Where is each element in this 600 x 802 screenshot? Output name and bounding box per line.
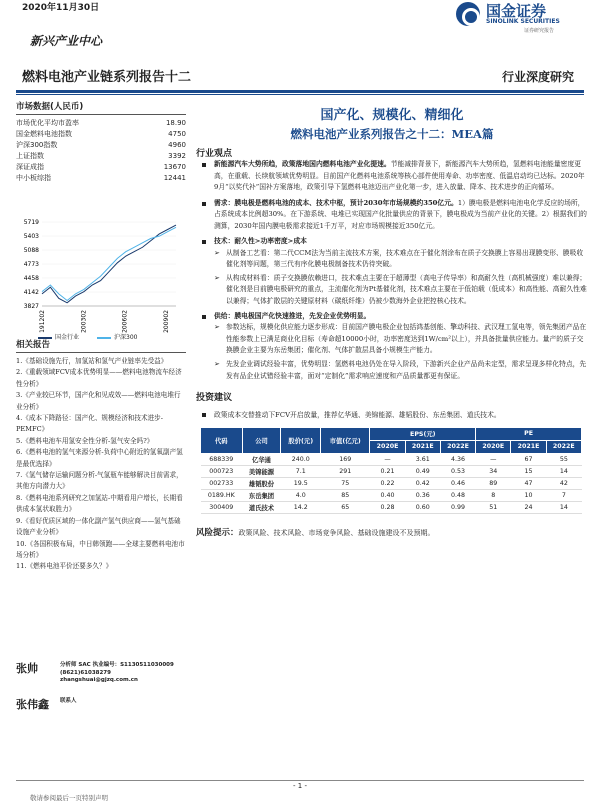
table-cell: 0.49 bbox=[405, 465, 440, 477]
invest-title: 投资建议 bbox=[196, 392, 233, 403]
y-tick-label: 4142 bbox=[23, 289, 39, 297]
market-data-title: 市场数据(人民币) bbox=[16, 100, 186, 115]
table-cell: 3.61 bbox=[405, 453, 440, 465]
related-report-item[interactable]: 9.《看好优质区域的一体化副产氢气供应商——氢气基础设施产业分析》 bbox=[16, 516, 181, 537]
table-cell: 85 bbox=[321, 489, 370, 501]
analyst-name: 张伟鑫 bbox=[16, 698, 49, 711]
market-data-row bbox=[16, 173, 186, 184]
table-cell: 14.2 bbox=[281, 501, 321, 513]
table-cell: 0.36 bbox=[405, 489, 440, 501]
related-report-item[interactable]: 5.《燃料电池车用氢安全性分析-氢气安全吗?》 bbox=[16, 436, 154, 445]
table-cell: 7.1 bbox=[281, 465, 321, 477]
supply-sub-params: ➢ 参数达标，规模化供应能力逐步形成：目前国产膜电极企业包括鸿基创能、擎动科技、武汉理工氢电等，领先集团产品在性能参数上已满足商业化目标（寿命超10000小时，功率密度达到1W/cm²以上），并具备批量供应能力。量产的质子交换膜企业主要为东岳集团；催化剂、气体扩散层具备小规模生产能力。 bbox=[196, 322, 588, 356]
table-cell: 10 bbox=[511, 489, 546, 501]
th-year: 2021E bbox=[405, 440, 440, 453]
main-subtitle: 燃料电池产业系列报告之十二：MEA篇 bbox=[290, 127, 494, 141]
page-number: - 1 - bbox=[293, 782, 307, 790]
table-cell: 0189.HK bbox=[201, 489, 243, 501]
report-series-title: 燃料电池产业链系列报告十二 bbox=[22, 70, 192, 85]
table-row bbox=[201, 501, 582, 513]
table-cell: 4.0 bbox=[281, 489, 321, 501]
market-label: 国金燃料电池指数 bbox=[16, 130, 72, 138]
table-row bbox=[201, 477, 582, 489]
disclaimer-note: 敬请参阅最后一页特别声明 bbox=[30, 794, 108, 802]
table-cell: 300409 bbox=[201, 501, 243, 513]
table-cell: 15 bbox=[511, 465, 546, 477]
footer-rule bbox=[16, 780, 584, 781]
market-label: 深证成指 bbox=[16, 163, 44, 171]
th-code: 代码 bbox=[201, 427, 243, 453]
header-rule bbox=[16, 90, 584, 93]
table-cell: 0.22 bbox=[370, 477, 405, 489]
related-reports-list bbox=[16, 356, 186, 573]
main-content bbox=[196, 100, 588, 538]
table-cell: 8 bbox=[476, 489, 511, 501]
related-report-item[interactable]: 11.《燃料电池平价还要多久？》 bbox=[16, 562, 113, 571]
related-report-item[interactable]: 6.《燃料电池的氢气来源分析-负荷中心附近的氢氧副产氢是最优选择》 bbox=[16, 448, 183, 468]
table-row bbox=[201, 453, 582, 465]
x-tick-label: 200902 bbox=[163, 310, 170, 333]
related-reports bbox=[16, 338, 186, 573]
bullet-demand bbox=[196, 198, 588, 233]
table-cell: 美锦能源 bbox=[242, 465, 281, 477]
table-cell: 55 bbox=[546, 453, 581, 465]
y-tick-label: 3827 bbox=[23, 303, 39, 310]
y-tick-label: 5719 bbox=[23, 219, 39, 226]
analyst-info-line: 分析师 SAC 执业编号：S1130511030009 bbox=[60, 662, 174, 668]
market-value: 3392 bbox=[168, 152, 186, 160]
analyst-info-line: 联系人 bbox=[60, 698, 77, 704]
supply-sub-experience: ➢ 先发企业调试经验丰富，优势明显：氢燃料电池仍处在导入阶段，下游新兴企业产品尚未定型，需求呈现多样化特点，先发有品企业试错经验丰富，面对“定制化”需求响应速度和产品质量都更有保证。 bbox=[196, 359, 588, 382]
table-cell: 0.21 bbox=[370, 465, 405, 477]
analyst-info-line: zhangshuai@gjzq.com.cn bbox=[60, 677, 138, 683]
table-cell: 291 bbox=[321, 465, 370, 477]
table-cell: 0.60 bbox=[405, 501, 440, 513]
bullet-body: 1）膜电极是燃料电池电化学反应的场所，占系统成本比例超30%。在下游系统、电堆已实现国产化批量供应的背景下，膜电极成为当前产业化的关键。2）根据我们的测算，2030年国内膜电极需求接近1千万平，对应市场规模接近350亿元。 bbox=[214, 198, 587, 230]
related-report-item[interactable]: 2.《重载领域FCV成本优势明显——燃料电池物流车经济性分析》 bbox=[16, 368, 182, 388]
market-data-row bbox=[16, 162, 186, 173]
table-cell: 34 bbox=[476, 465, 511, 477]
market-data-row bbox=[16, 151, 186, 162]
table-cell: 240.0 bbox=[281, 453, 321, 465]
y-tick-label: 5403 bbox=[23, 233, 39, 241]
x-tick-label: 200602 bbox=[121, 310, 129, 333]
th-year: 2020E bbox=[370, 440, 405, 453]
table-cell: 002733 bbox=[201, 477, 243, 489]
table-cell: 67 bbox=[511, 453, 546, 465]
related-report-item[interactable]: 1.《基础设施先行，加氢站和氢气产业链率先受益》 bbox=[16, 357, 168, 365]
market-value: 18.90 bbox=[165, 119, 186, 127]
table-row bbox=[201, 465, 582, 477]
table-cell: 688339 bbox=[201, 453, 243, 465]
analyst-info bbox=[60, 662, 174, 685]
th-year: 2021E bbox=[511, 440, 546, 453]
table-cell: 0.46 bbox=[440, 477, 475, 489]
th-year: 2020E bbox=[476, 440, 511, 453]
table-cell: 75 bbox=[321, 477, 370, 489]
analyst-info bbox=[60, 698, 77, 706]
tech-sub-process: ➢ 从制备工艺看：第二代CCM法为当前主流技术方案，技术难点在于催化剂涂布在质子交换膜上容易出现膜变形、膜吸收催化剂等问题，第三代有序化膜电极制备技术仍待突破。 bbox=[196, 248, 588, 271]
table-cell: 24 bbox=[511, 501, 546, 513]
th-company: 公司 bbox=[242, 427, 281, 453]
table-cell: 0.42 bbox=[405, 477, 440, 489]
market-label: 沪深300指数 bbox=[16, 141, 58, 149]
y-tick-label: 4458 bbox=[23, 274, 39, 282]
table-cell: 4.36 bbox=[440, 453, 475, 465]
report-type: 行业深度研究 bbox=[501, 70, 574, 84]
market-data-row bbox=[16, 129, 186, 140]
sidebar bbox=[16, 100, 186, 571]
risk-label: 风险提示： bbox=[196, 527, 239, 538]
market-data-list bbox=[16, 118, 186, 184]
bullet-head: 新能源汽车大势所趋，政策落地国内燃料电池产业化提速。 bbox=[214, 160, 391, 168]
risk-text: 政策风险、技术风险、市场竞争风险、基础设施建设不及预期。 bbox=[238, 528, 435, 537]
main-title: 国产化、规模化、精细化 bbox=[320, 108, 464, 123]
report-date: 2020年11月30日 bbox=[22, 3, 100, 13]
analyst bbox=[16, 660, 192, 696]
bullet-head: 需求：膜电极是燃料电池的成本、技术中枢，预计2030年市场规模约350亿元。 bbox=[214, 198, 458, 207]
table-cell: 0.99 bbox=[440, 501, 475, 513]
table-cell: 47 bbox=[511, 477, 546, 489]
market-label: 市场优化平均市盈率 bbox=[16, 119, 79, 127]
header-rule-thin bbox=[16, 94, 584, 95]
table-cell: 89 bbox=[476, 477, 511, 489]
logo-english: SINOLINK SECURITIES bbox=[486, 18, 560, 25]
th-mcap: 市值(亿元) bbox=[321, 427, 370, 453]
market-value: 4750 bbox=[168, 130, 186, 138]
market-value: 13670 bbox=[163, 163, 186, 171]
table-cell: 雄韬股份 bbox=[242, 477, 281, 489]
table-cell: 169 bbox=[321, 453, 370, 465]
bullet-tech bbox=[196, 236, 588, 248]
company-logo bbox=[456, 0, 586, 34]
logo-mark-icon bbox=[456, 2, 480, 26]
market-label: 上证指数 bbox=[16, 152, 44, 160]
th-pe: PE bbox=[476, 427, 582, 440]
table-cell: — bbox=[370, 453, 405, 465]
table-cell: — bbox=[476, 453, 511, 465]
tech-sub-material: ➢ 从构成材料看：质子交换膜依赖进口，技术难点主要在于超薄型（高电子传导率）和高耐久性（高机械强度）难以兼得；催化剂是目前膜电极研究的重点，主流催化剂为Pt基催化剂，技术难点主要在于低铂载（低成本）和高性能、高耐久性难以兼得；气体扩散层的关键原材料（碳纸纤维）仍被少数海外企业把控核心技术。 bbox=[196, 273, 588, 307]
y-tick-label: 4773 bbox=[23, 261, 39, 268]
y-tick-label: 5088 bbox=[23, 247, 39, 255]
logo-name: 国金证券 bbox=[486, 2, 547, 20]
th-price: 股价(元) bbox=[281, 427, 321, 453]
table-cell: 51 bbox=[476, 501, 511, 513]
logo-sub: 证券研究报告 bbox=[524, 28, 555, 34]
market-value: 12441 bbox=[163, 174, 186, 182]
bullet-head: 技术：耐久性>功率密度>成本 bbox=[214, 237, 307, 245]
table-cell: 14 bbox=[546, 501, 581, 513]
valuation-table bbox=[200, 427, 582, 514]
market-data-row bbox=[16, 140, 186, 151]
related-reports-title: 相关报告 bbox=[16, 338, 186, 353]
risk-note bbox=[196, 526, 588, 538]
bullet-head: 供给：膜电极国产化快速推进，先发企业优势明显。 bbox=[214, 311, 371, 320]
related-report-item[interactable]: 7.《氢气储存运输问题分析-气氢瓶车能够解决目前需求，其他方向潜力大》 bbox=[16, 471, 183, 491]
invest-text: 政策成本交替推动下FCV开启放量，推荐亿华通、美锦能源、雄韬股份、东岳集团、道氏技术。 bbox=[196, 409, 588, 421]
bullet-supply bbox=[196, 311, 588, 323]
market-data-row bbox=[16, 118, 186, 129]
related-report-item[interactable]: 4.《成本下降路径：国产化、规模经济和技术进步-PEMFC》 bbox=[16, 414, 163, 434]
market-label: 中小板综指 bbox=[16, 174, 51, 182]
table-cell: 19.5 bbox=[281, 477, 321, 489]
analyst-name: 张帅 bbox=[16, 662, 38, 675]
th-year: 2022E bbox=[440, 440, 475, 453]
x-tick-label: 200302 bbox=[80, 310, 88, 333]
table-cell: 0.28 bbox=[370, 501, 405, 513]
related-report-item[interactable]: 8.《燃料电池系列研究之加氢站-中期看用户增长，长期看供成本氢状取胜力》 bbox=[16, 493, 183, 514]
table-cell: 000723 bbox=[201, 465, 243, 477]
related-report-item[interactable]: 10.《各国积极布局，中日韩领跑——全球主要燃料电池市场分析》 bbox=[16, 539, 185, 559]
legend-series-2: 沪深300 bbox=[97, 332, 137, 341]
related-report-item[interactable]: 3.《产业较已环节，国产化和见成效——燃料电池电堆行业分析》 bbox=[16, 391, 181, 411]
table-row bbox=[201, 489, 582, 501]
table-cell: 42 bbox=[546, 477, 581, 489]
analyst-info-line: (8621)61038279 bbox=[60, 669, 111, 676]
view-section-title: 行业观点 bbox=[196, 149, 233, 159]
th-year: 2022E bbox=[546, 440, 581, 453]
table-cell: 7 bbox=[546, 489, 581, 501]
market-value: 4960 bbox=[168, 141, 186, 149]
table-cell: 65 bbox=[321, 501, 370, 513]
table-cell: 0.53 bbox=[440, 465, 475, 477]
analyst-block bbox=[16, 660, 192, 732]
bullet-policy bbox=[196, 159, 588, 194]
table-cell: 0.40 bbox=[370, 489, 405, 501]
x-tick-label: 191202 bbox=[39, 310, 46, 333]
th-eps: EPS(元) bbox=[370, 427, 476, 440]
analyst bbox=[16, 696, 192, 732]
table-body bbox=[201, 453, 582, 513]
table-cell: 0.48 bbox=[440, 489, 475, 501]
table-cell: 道氏技术 bbox=[242, 501, 281, 513]
bullet-body: 节能减排背景下，新能源汽车大势所趋，氢燃料电池能量密度更高，在重载、长续航领域优势明显。目前国产化燃料电池系统等核心部件使用寿命、功率密度、低温启动均已达标。2020年9月“以奖代补”国补方案落地，政策引导下氢燃料电池迈出产业化第一步，进入放量、降本、技术进步的正向循环。 bbox=[214, 160, 585, 191]
table-cell: 14 bbox=[546, 465, 581, 477]
table-cell: 东岳集团 bbox=[242, 489, 281, 501]
legend-series-1: 国金行业 bbox=[38, 332, 79, 341]
research-center: 新兴产业中心 bbox=[30, 34, 103, 48]
table-cell: 亿华通 bbox=[242, 453, 281, 465]
